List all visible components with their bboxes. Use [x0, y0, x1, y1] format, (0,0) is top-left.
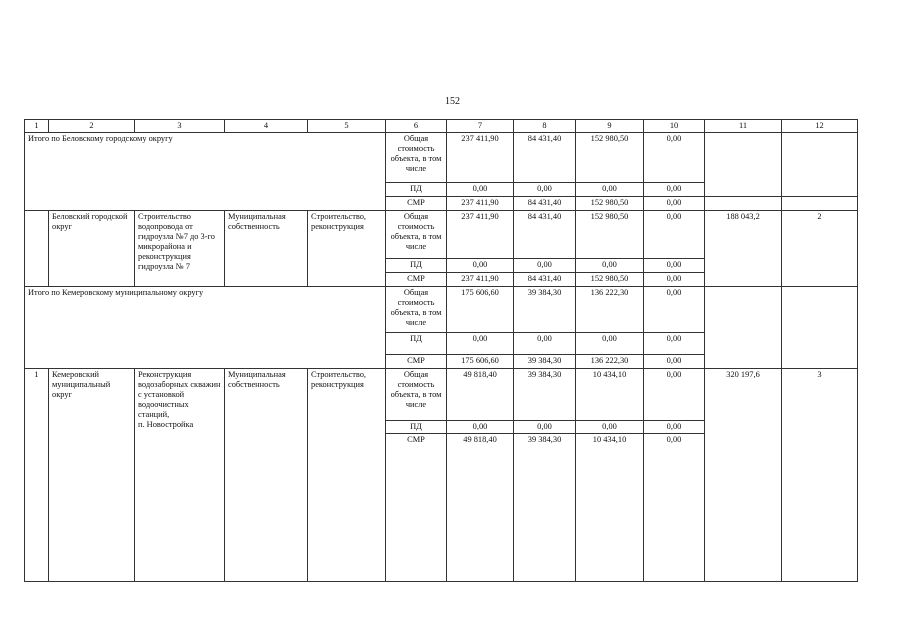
- total-label: Итого по Кемеровскому муниципальному округу: [25, 287, 386, 369]
- cell-value: 0,00: [644, 287, 705, 333]
- empty-cell: [705, 287, 782, 369]
- col11-value: 188 043,2: [705, 211, 782, 287]
- col12-value: 3: [782, 369, 858, 582]
- cost-type: ПД: [386, 183, 447, 197]
- cell-value: 0,00: [644, 421, 705, 434]
- cost-type: СМР: [386, 273, 447, 287]
- cell-value: 0,00: [447, 259, 514, 273]
- total-label: Итого по Беловскому городскому округу: [25, 133, 386, 211]
- column-number-row: [25, 120, 858, 133]
- cell-value: 0,00: [644, 197, 705, 211]
- empty-cell: [705, 197, 782, 211]
- table-row: [25, 211, 858, 259]
- column-header: 9: [576, 120, 644, 133]
- cell-value: 0,00: [576, 421, 644, 434]
- cell-value: 49 818,40: [447, 369, 514, 421]
- cost-type: Общая стоимость объекта, в том числе: [386, 369, 447, 421]
- cell-value: 0,00: [514, 421, 576, 434]
- cell-value: 136 222,30: [576, 355, 644, 369]
- cell-value: 84 431,40: [514, 211, 576, 259]
- object-name-line: п. Новостройка: [138, 420, 194, 429]
- cell-value: 0,00: [644, 133, 705, 183]
- district-name: Беловский городской округ: [49, 211, 135, 287]
- column-header: 6: [386, 120, 447, 133]
- cell-value: 0,00: [447, 421, 514, 434]
- cell-value: 136 222,30: [576, 287, 644, 333]
- cell-value: 0,00: [576, 333, 644, 355]
- cost-type: СМР: [386, 197, 447, 211]
- cell-value: 0,00: [644, 211, 705, 259]
- cell-value: 152 980,50: [576, 211, 644, 259]
- cell-value: 39 384,30: [514, 355, 576, 369]
- cell-value: 0,00: [644, 333, 705, 355]
- page-number: 152: [445, 96, 460, 107]
- column-header: 3: [135, 120, 225, 133]
- cell-value: 237 411,90: [447, 211, 514, 259]
- cell-value: 0,00: [576, 183, 644, 197]
- empty-cell: [782, 197, 858, 211]
- cost-type: Общая стоимость объекта, в том числе: [386, 287, 447, 333]
- cell-value: 0,00: [644, 434, 705, 582]
- cell-value: 39 384,30: [514, 287, 576, 333]
- cell-value: 152 980,50: [576, 273, 644, 287]
- cell-value: 0,00: [644, 273, 705, 287]
- cost-type: Общая стоимость объекта, в том числе: [386, 211, 447, 259]
- cell-value: 10 434,10: [576, 369, 644, 421]
- cost-type: ПД: [386, 421, 447, 434]
- cost-type: Общая стоимость объекта, в том числе: [386, 133, 447, 183]
- empty-cell: [705, 133, 782, 197]
- cell-value: 10 434,10: [576, 434, 644, 582]
- cost-type: ПД: [386, 259, 447, 273]
- cell-value: 84 431,40: [514, 133, 576, 183]
- cell-value: 0,00: [514, 333, 576, 355]
- district-name: Кемеровский муниципальный округ: [49, 369, 135, 582]
- cell-value: 39 384,30: [514, 369, 576, 421]
- cell-value: 84 431,40: [514, 197, 576, 211]
- cell-value: 152 980,50: [576, 133, 644, 183]
- cell-value: 49 818,40: [447, 434, 514, 582]
- table-row: [25, 287, 858, 333]
- work-type: Строительство, реконструкция: [308, 369, 386, 582]
- cell-value: 84 431,40: [514, 273, 576, 287]
- column-header: 10: [644, 120, 705, 133]
- cell-value: 39 384,30: [514, 434, 576, 582]
- cell-value: 0,00: [644, 355, 705, 369]
- object-name: [135, 369, 225, 582]
- object-name: Строительство водопровода от гидроузла №7 до 3-го микрорайона и реконструкция гидроузла № 7: [135, 211, 225, 287]
- cell-value: 0,00: [644, 369, 705, 421]
- column-header: 5: [308, 120, 386, 133]
- cost-type: ПД: [386, 333, 447, 355]
- table-row: [25, 369, 858, 421]
- cell-value: 175 606,60: [447, 355, 514, 369]
- cell-value: 237 411,90: [447, 133, 514, 183]
- column-header: 4: [225, 120, 308, 133]
- column-header: 7: [447, 120, 514, 133]
- cell-value: 0,00: [514, 183, 576, 197]
- investment-table: [24, 119, 858, 582]
- cell-value: 152 980,50: [576, 197, 644, 211]
- cell-value: 237 411,90: [447, 273, 514, 287]
- cell-value: 0,00: [514, 259, 576, 273]
- cell-value: 0,00: [644, 259, 705, 273]
- column-header: 8: [514, 120, 576, 133]
- empty-cell: [782, 287, 858, 369]
- cell-value: 0,00: [447, 183, 514, 197]
- cost-type: СМР: [386, 434, 447, 582]
- ownership: Муниципальная собственность: [225, 369, 308, 582]
- column-header: 12: [782, 120, 858, 133]
- cell-value: 0,00: [447, 333, 514, 355]
- column-header: 2: [49, 120, 135, 133]
- col11-value: 320 197,6: [705, 369, 782, 582]
- cost-type: СМР: [386, 355, 447, 369]
- work-type: Строительство, реконструкция: [308, 211, 386, 287]
- table-row: [25, 133, 858, 183]
- object-number: 1: [25, 369, 49, 582]
- column-header: 1: [25, 120, 49, 133]
- empty-cell: [782, 133, 858, 197]
- cell-value: 175 606,60: [447, 287, 514, 333]
- column-header: 11: [705, 120, 782, 133]
- col12-value: 2: [782, 211, 858, 287]
- object-name-line: Реконструкция водозаборных скважин с установкой водоочистных станций,: [138, 370, 221, 419]
- cell-value: 0,00: [576, 259, 644, 273]
- object-number: [25, 211, 49, 287]
- cell-value: 237 411,90: [447, 197, 514, 211]
- cell-value: 0,00: [644, 183, 705, 197]
- ownership: Муниципальная собственность: [225, 211, 308, 287]
